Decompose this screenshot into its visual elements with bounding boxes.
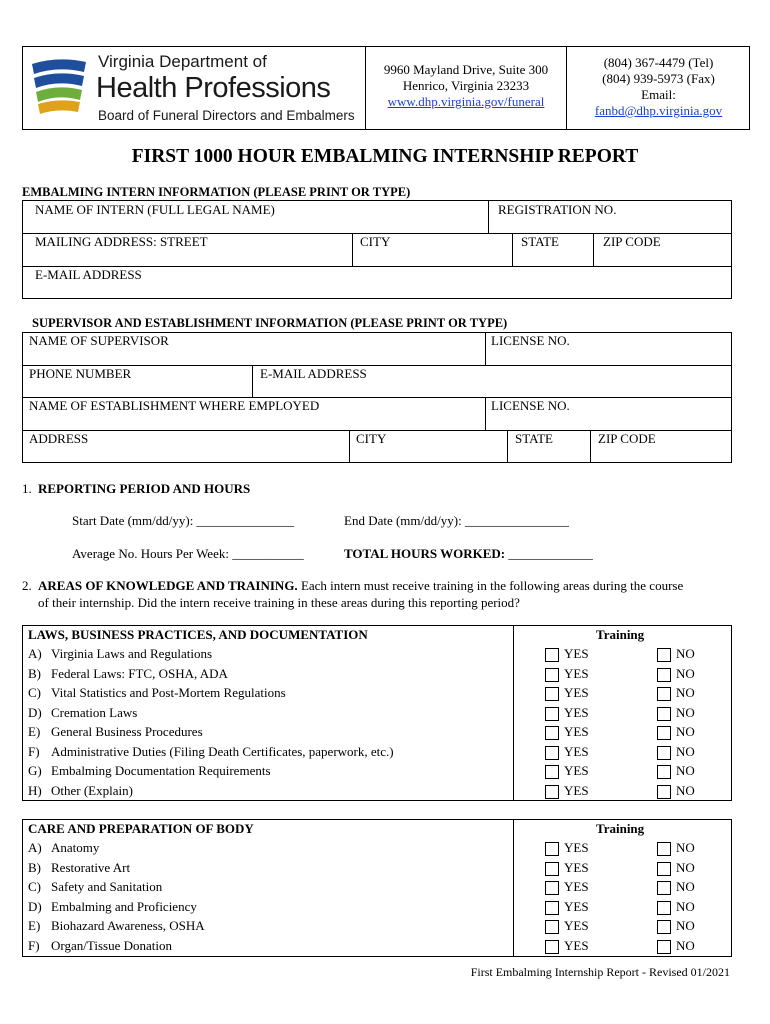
table2-item-letter: F) — [28, 938, 40, 953]
logo-line3: Board of Funeral Directors and Embalmers — [98, 108, 355, 123]
table1-yes-label: YES — [564, 685, 589, 700]
establishment-address-field[interactable]: ADDRESS — [29, 431, 89, 446]
contact-tel: (804) 367-4479 (Tel) — [603, 55, 714, 70]
table1-yes-label: YES — [564, 744, 589, 759]
table1-item-label: Other (Explain) — [51, 783, 133, 798]
table-row — [0, 879, 770, 898]
table1-item-letter: H) — [28, 783, 42, 798]
table2-no-checkbox[interactable] — [657, 842, 671, 856]
intern-zip-field[interactable]: ZIP CODE — [603, 234, 661, 249]
total-hours-label: TOTAL HOURS WORKED: — [344, 546, 506, 561]
table1-no-label: NO — [676, 666, 695, 681]
section2-text-line1 — [38, 578, 683, 594]
dhp-logo — [28, 50, 362, 126]
intern-section-heading: EMBALMING INTERN INFORMATION (PLEASE PRINT OR TYPE) — [22, 185, 411, 199]
table1-no-checkbox[interactable] — [657, 687, 671, 701]
table1-item-letter: C) — [28, 685, 41, 700]
table-row — [0, 783, 770, 802]
establishment-city-field[interactable]: CITY — [356, 431, 387, 446]
table1-no-checkbox[interactable] — [657, 707, 671, 721]
table2-no-label: NO — [676, 879, 695, 894]
table2-item-letter: B) — [28, 860, 41, 875]
sup-col-line-6 — [590, 430, 591, 463]
table-row — [0, 938, 770, 957]
table1-no-label: NO — [676, 744, 695, 759]
table1-yes-checkbox[interactable] — [545, 668, 559, 682]
table1-yes-label: YES — [564, 763, 589, 778]
table1-yes-checkbox[interactable] — [545, 707, 559, 721]
logo-line2: Health Professions — [96, 72, 331, 104]
establishment-zip-field[interactable]: ZIP CODE — [598, 431, 656, 446]
table1-no-checkbox[interactable] — [657, 765, 671, 779]
table-row — [0, 744, 770, 763]
table2-no-checkbox[interactable] — [657, 901, 671, 915]
intern-email-field[interactable]: E-MAIL ADDRESS — [35, 267, 142, 282]
footer-text: First Embalming Internship Report - Revised 01/2021 — [470, 965, 730, 979]
avg-hours-field[interactable]: Average No. Hours Per Week: ___________ — [72, 546, 304, 561]
table2-yes-label: YES — [564, 879, 589, 894]
table2-item-letter: C) — [28, 879, 41, 894]
table1-item-label: Administrative Duties (Filing Death Certificates, paperwork, etc.) — [51, 744, 394, 759]
sup-col-line-5 — [507, 430, 508, 463]
email-link[interactable]: fanbd@dhp.virginia.gov — [594, 103, 723, 118]
table1-no-label: NO — [676, 646, 695, 661]
intern-col-line-3 — [512, 233, 513, 266]
contact-fax: (804) 939-5973 (Fax) — [602, 71, 715, 86]
table-row — [0, 705, 770, 724]
table-row — [0, 646, 770, 665]
table1-yes-checkbox[interactable] — [545, 746, 559, 760]
table2-no-label: NO — [676, 840, 695, 855]
establishment-license-field[interactable]: LICENSE NO. — [491, 398, 570, 413]
table2-yes-label: YES — [564, 840, 589, 855]
table1-no-label: NO — [676, 783, 695, 798]
table-row — [0, 860, 770, 879]
table1-yes-label: YES — [564, 705, 589, 720]
table1-item-letter: G) — [28, 763, 42, 778]
intern-col-line-4 — [593, 233, 594, 266]
table1-no-checkbox[interactable] — [657, 648, 671, 662]
intern-state-field[interactable]: STATE — [521, 234, 559, 249]
table1-yes-label: YES — [564, 666, 589, 681]
table1-no-checkbox[interactable] — [657, 668, 671, 682]
table1-no-checkbox[interactable] — [657, 726, 671, 740]
start-date-field[interactable]: Start Date (mm/dd/yy): _______________ — [72, 513, 295, 528]
section1-number: 1. — [22, 481, 32, 496]
table1-no-label: NO — [676, 724, 695, 739]
table1-item-letter: D) — [28, 705, 42, 720]
supervisor-name-field[interactable]: NAME OF SUPERVISOR — [29, 333, 169, 348]
table2-yes-checkbox[interactable] — [545, 842, 559, 856]
table2-no-label: NO — [676, 860, 695, 875]
table2-item-label: Biohazard Awareness, OSHA — [51, 918, 205, 933]
section2-heading: AREAS OF KNOWLEDGE AND TRAINING. — [38, 578, 298, 593]
end-date-field[interactable]: End Date (mm/dd/yy): ________________ — [344, 513, 569, 528]
total-hours-blank: _____________ — [505, 546, 593, 561]
intern-name-field[interactable]: NAME OF INTERN (FULL LEGAL NAME) — [35, 202, 275, 217]
table1-no-checkbox[interactable] — [657, 746, 671, 760]
table1-yes-label: YES — [564, 646, 589, 661]
table2-yes-label: YES — [564, 899, 589, 914]
establishment-name-field[interactable]: NAME OF ESTABLISHMENT WHERE EMPLOYED — [29, 398, 320, 413]
table2-yes-checkbox[interactable] — [545, 881, 559, 895]
section1-heading: REPORTING PERIOD AND HOURS — [38, 481, 251, 496]
intern-street-field[interactable]: MAILING ADDRESS: STREET — [35, 234, 208, 249]
table2-item-letter: E) — [28, 918, 41, 933]
table2-no-checkbox[interactable] — [657, 920, 671, 934]
intern-city-field[interactable]: CITY — [360, 234, 391, 249]
table1-yes-checkbox[interactable] — [545, 687, 559, 701]
table1-yes-checkbox[interactable] — [545, 726, 559, 740]
table2-no-label: NO — [676, 918, 695, 933]
table2-item-letter: A) — [28, 840, 42, 855]
table1-item-label: Virginia Laws and Regulations — [51, 646, 213, 661]
supervisor-phone-field[interactable]: PHONE NUMBER — [29, 366, 132, 381]
establishment-state-field[interactable]: STATE — [515, 431, 553, 446]
table2-item-label: Anatomy — [51, 840, 100, 855]
table-row — [0, 840, 770, 859]
contact-block — [567, 55, 750, 119]
table-row — [0, 763, 770, 782]
table1-item-letter: F) — [28, 744, 40, 759]
sup-col-line-4 — [349, 430, 350, 463]
contact-email-label: Email: — [641, 87, 676, 102]
table2-yes-checkbox[interactable] — [545, 901, 559, 915]
table2-yes-checkbox[interactable] — [545, 920, 559, 934]
table1-training-header: Training — [596, 627, 645, 642]
table1-item-label: Vital Statistics and Post-Mortem Regulations — [51, 685, 286, 700]
table1-yes-label: YES — [564, 783, 589, 798]
intern-col-line-2 — [352, 233, 353, 266]
total-hours-field[interactable] — [344, 546, 593, 562]
section2-instructions: Each intern must receive training in the following areas during the course — [297, 578, 684, 593]
table1-item-letter: A) — [28, 646, 42, 661]
table1-heading: LAWS, BUSINESS PRACTICES, AND DOCUMENTATION — [28, 627, 368, 642]
sup-col-line-2 — [252, 365, 253, 397]
table-row — [0, 685, 770, 704]
table2-yes-label: YES — [564, 918, 589, 933]
intern-registration-field[interactable]: REGISTRATION NO. — [498, 202, 617, 217]
table1-item-label: Cremation Laws — [51, 705, 138, 720]
table-row — [0, 724, 770, 743]
table1-item-label: Federal Laws: FTC, OSHA, ADA — [51, 666, 228, 681]
table2-yes-checkbox[interactable] — [545, 862, 559, 876]
table1-yes-checkbox[interactable] — [545, 785, 559, 799]
address-line1: 9960 Mayland Drive, Suite 300 — [383, 62, 549, 77]
table1-item-letter: E) — [28, 724, 41, 739]
table-row — [0, 899, 770, 918]
logo-line1: Virginia Department of — [98, 52, 267, 71]
table2-yes-checkbox[interactable] — [545, 940, 559, 954]
table1-no-label: NO — [676, 685, 695, 700]
table-row — [0, 918, 770, 937]
address-line2: Henrico, Virginia 23233 — [402, 78, 530, 93]
table2-yes-label: YES — [564, 860, 589, 875]
table2-no-checkbox[interactable] — [657, 862, 671, 876]
sup-col-line-3 — [485, 397, 486, 430]
address-block — [366, 62, 566, 110]
table2-item-letter: D) — [28, 899, 42, 914]
dhp-logo-icon — [28, 56, 90, 118]
section2-text-line2: of their internship. Did the intern receive training in these areas during this reporting period? — [38, 595, 520, 610]
table2-no-label: NO — [676, 938, 695, 953]
table1-no-checkbox[interactable] — [657, 785, 671, 799]
supervisor-license-field[interactable]: LICENSE NO. — [491, 333, 570, 348]
website-link[interactable]: www.dhp.virginia.gov/funeral — [387, 94, 545, 109]
page-title: FIRST 1000 HOUR EMBALMING INTERNSHIP REPORT — [131, 146, 639, 167]
table1-no-label: NO — [676, 763, 695, 778]
table2-item-label: Restorative Art — [51, 860, 131, 875]
table1-no-label: NO — [676, 705, 695, 720]
table1-yes-label: YES — [564, 724, 589, 739]
table2-training-header: Training — [596, 821, 645, 836]
table1-yes-checkbox[interactable] — [545, 648, 559, 662]
table2-item-label: Organ/Tissue Donation — [51, 938, 172, 953]
table-row — [0, 666, 770, 685]
intern-col-line-1 — [488, 200, 489, 233]
supervisor-email-field[interactable]: E-MAIL ADDRESS — [260, 366, 367, 381]
table1-item-letter: B) — [28, 666, 41, 681]
table2-no-checkbox[interactable] — [657, 940, 671, 954]
table1-item-label: Embalming Documentation Requirements — [51, 763, 271, 778]
table2-item-label: Embalming and Proficiency — [51, 899, 197, 914]
table2-heading: CARE AND PREPARATION OF BODY — [28, 821, 254, 836]
table2-no-checkbox[interactable] — [657, 881, 671, 895]
table2-no-label: NO — [676, 899, 695, 914]
table2-item-label: Safety and Sanitation — [51, 879, 163, 894]
table1-yes-checkbox[interactable] — [545, 765, 559, 779]
table1-item-label: General Business Procedures — [51, 724, 203, 739]
supervisor-section-heading: SUPERVISOR AND ESTABLISHMENT INFORMATION (PLEASE PRINT OR TYPE) — [32, 316, 508, 330]
section2-number: 2. — [22, 578, 32, 593]
sup-col-line-1 — [485, 332, 486, 365]
table2-yes-label: YES — [564, 938, 589, 953]
